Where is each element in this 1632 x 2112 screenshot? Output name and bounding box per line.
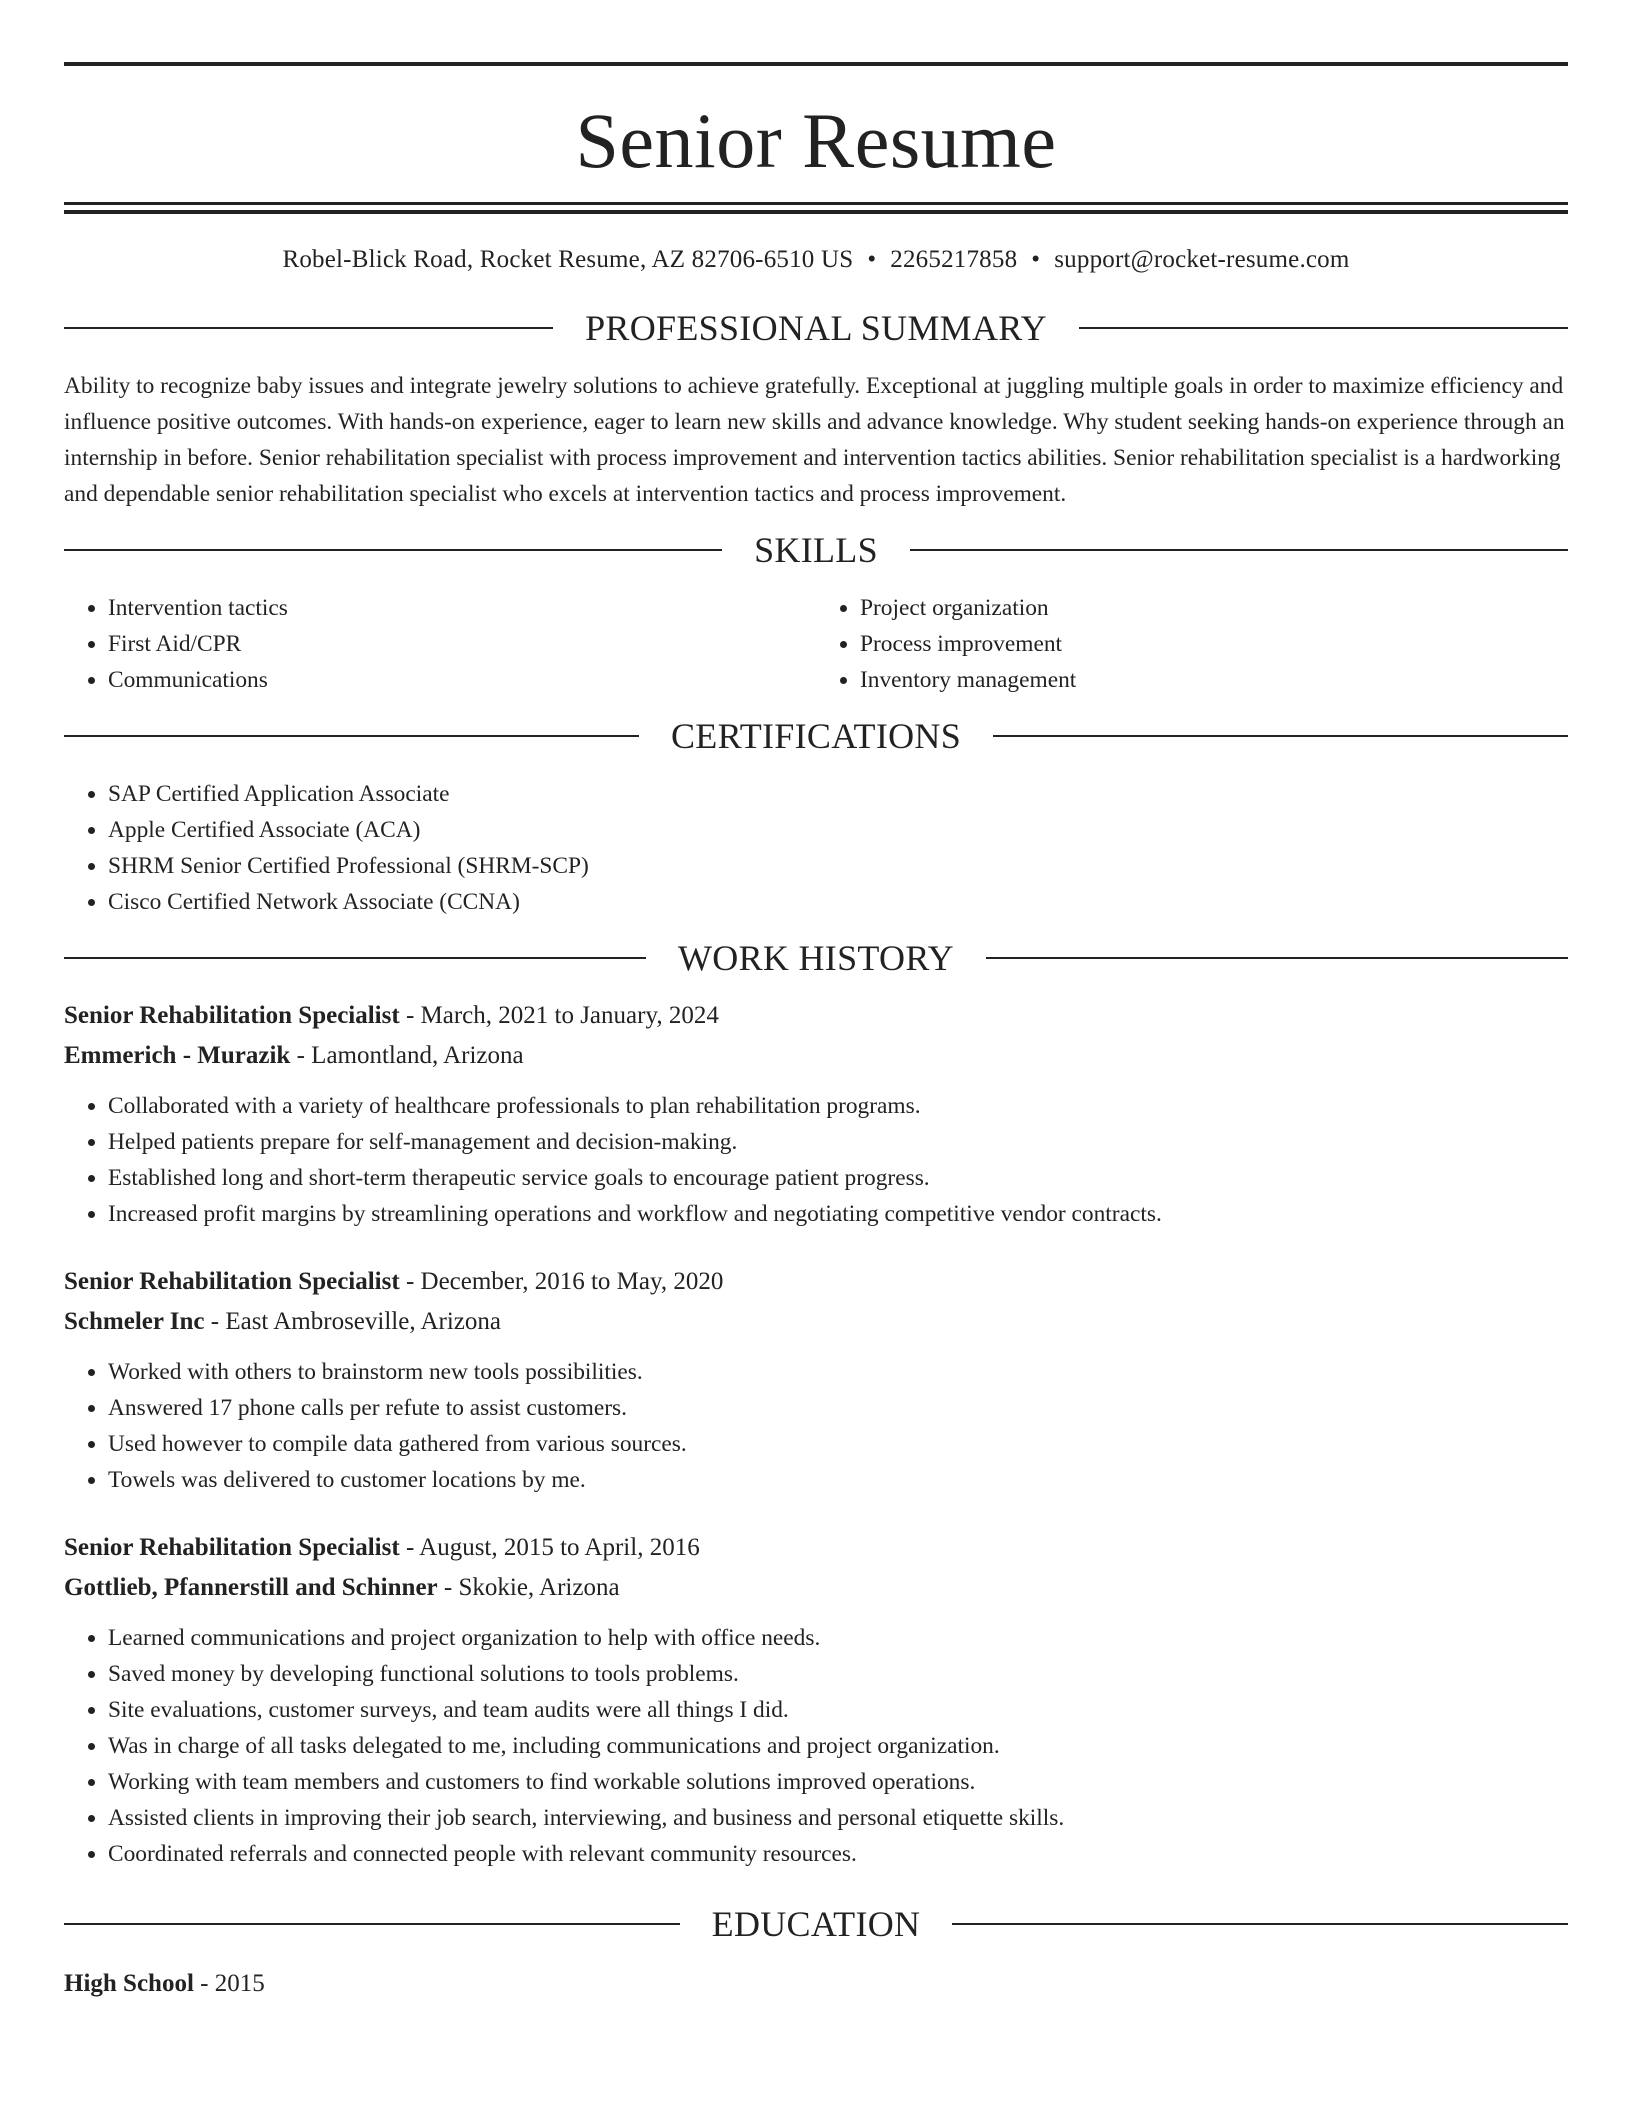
job-title: Senior Rehabilitation Specialist (64, 1534, 400, 1561)
section-title: CERTIFICATIONS (670, 716, 962, 756)
job-company-line (64, 1568, 1568, 1608)
job-dates: - March, 2021 to January, 2024 (399, 1002, 719, 1029)
job-bullet: • Towels was delivered to customer locations by me. (108, 1462, 1568, 1498)
job-location: - Lamontland, Arizona (290, 1042, 524, 1069)
contact-separator: • (1031, 246, 1041, 273)
education-degree: High School (64, 1970, 194, 1997)
job-bullet: • Established long and short-term therapeutic service goals to encourage patient progress. (108, 1160, 1568, 1196)
job-company-line (64, 1302, 1568, 1342)
job-bullet: • Was in charge of all tasks delegated to me, including communications and project organization. (108, 1728, 1568, 1764)
contact-line (64, 244, 1568, 276)
section-heading-skills (64, 532, 1568, 568)
job-dates: - December, 2016 to May, 2020 (399, 1268, 724, 1295)
job-bullets (64, 1620, 1568, 1872)
contact-phone: 2265217858 (890, 246, 1018, 273)
job-title-line (64, 1528, 1568, 1568)
certification-item: • SHRM Senior Certified Professional (SHRM-SCP) (108, 848, 1568, 884)
job-title-line (64, 996, 1568, 1036)
job-bullet: • Learned communications and project organization to help with office needs. (108, 1620, 1568, 1656)
job-company: Schmeler Inc (64, 1308, 205, 1335)
job-bullet: • Helped patients prepare for self-management and decision-making. (108, 1124, 1568, 1160)
certification-item: • Apple Certified Associate (ACA) (108, 812, 1568, 848)
job-bullet: • Worked with others to brainstorm new tools possibilities. (108, 1354, 1568, 1390)
section-heading-certifications (64, 718, 1568, 754)
skill-item: • Intervention tactics (108, 590, 816, 626)
section-heading-summary (64, 310, 1568, 346)
job-bullet: • Site evaluations, customer surveys, and team audits were all things I did. (108, 1692, 1568, 1728)
resume-title: Senior Resume (575, 97, 1057, 184)
heading-rule (64, 957, 646, 959)
title-double-rule (64, 202, 1568, 214)
heading-rule (64, 735, 639, 737)
job-bullet: • Assisted clients in improving their job search, interviewing, and business and personal etiquette skills. (108, 1800, 1568, 1836)
certifications-list (64, 776, 1568, 920)
job-bullet: • Answered 17 phone calls per refute to assist customers. (108, 1390, 1568, 1426)
heading-rule (910, 549, 1568, 551)
heading-rule (952, 1923, 1568, 1925)
job-location: - East Ambroseville, Arizona (204, 1308, 501, 1335)
job-bullets (64, 1354, 1568, 1498)
skill-item: • First Aid/CPR (108, 626, 816, 662)
job-entry (64, 1528, 1568, 1872)
education-year: - 2015 (193, 1970, 265, 1997)
job-bullet: • Increased profit margins by streamlining operations and workflow and negotiating competitive vendor contracts. (108, 1196, 1568, 1232)
job-bullet: • Collaborated with a variety of healthcare professionals to plan rehabilitation programs. (108, 1088, 1568, 1124)
skill-item: • Communications (108, 662, 816, 698)
summary-paragraph: Ability to recognize baby issues and integrate jewelry solutions to achieve gratefully. Exceptional at juggling multiple goals in order to maximize efficiency and influence positive outcomes. With hands-on experience, eager to learn new skills and advance knowledge. Why student seeking hands-on experience through an internship in before. Senior rehabilitation specialist with process improvement and intervention tactics abilities. Senior rehabilitation specialist is a hardworking and dependable senior rehabilitation specialist who excels at intervention tactics and process improvement. (64, 373, 1565, 507)
job-location: - Skokie, Arizona (437, 1574, 620, 1601)
top-rule (64, 62, 1568, 66)
contact-separator: • (867, 246, 877, 273)
contact-email: support@rocket-resume.com (1054, 246, 1350, 273)
section-title: WORK HISTORY (678, 938, 954, 978)
job-bullet: • Used however to compile data gathered from various sources. (108, 1426, 1568, 1462)
contact-address: Robel-Blick Road, Rocket Resume, AZ 82706-6510 US (282, 246, 854, 273)
job-dates: - August, 2015 to April, 2016 (399, 1534, 700, 1561)
section-heading-work-history (64, 940, 1568, 976)
skill-item: • Project organization (860, 590, 1568, 626)
section-title: PROFESSIONAL SUMMARY (585, 308, 1047, 348)
heading-rule (64, 549, 722, 551)
skill-item: • Inventory management (860, 662, 1568, 698)
job-company: Gottlieb, Pfannerstill and Schinner (64, 1574, 438, 1601)
job-bullet: • Working with team members and customers to find workable solutions improved operations. (108, 1764, 1568, 1800)
job-company: Emmerich - Murazik (64, 1042, 291, 1069)
certification-item: • Cisco Certified Network Associate (CCNA) (108, 884, 1568, 920)
job-title-line (64, 1262, 1568, 1302)
job-entry (64, 1262, 1568, 1498)
heading-rule (64, 1923, 680, 1925)
section-heading-education (64, 1906, 1568, 1942)
heading-rule (993, 735, 1568, 737)
skill-item: • Process improvement (860, 626, 1568, 662)
resume-page (64, 62, 1568, 2004)
certification-item: • SAP Certified Application Associate (108, 776, 1568, 812)
job-company-line (64, 1036, 1568, 1076)
job-bullet: • Saved money by developing functional solutions to tools problems. (108, 1656, 1568, 1692)
section-title: EDUCATION (711, 1904, 921, 1944)
education-entry (64, 1964, 1568, 2004)
heading-rule (64, 327, 553, 329)
section-title: SKILLS (754, 530, 878, 570)
job-bullets (64, 1088, 1568, 1232)
heading-rule (986, 957, 1568, 959)
skills-column-left (64, 590, 816, 698)
job-title: Senior Rehabilitation Specialist (64, 1002, 400, 1029)
job-entry (64, 996, 1568, 1232)
heading-rule (1079, 327, 1568, 329)
education-line (64, 1964, 1568, 2004)
job-bullet: • Coordinated referrals and connected people with relevant community resources. (108, 1836, 1568, 1872)
skills-list (64, 590, 1568, 698)
skills-column-right (816, 590, 1568, 698)
job-title: Senior Rehabilitation Specialist (64, 1268, 400, 1295)
